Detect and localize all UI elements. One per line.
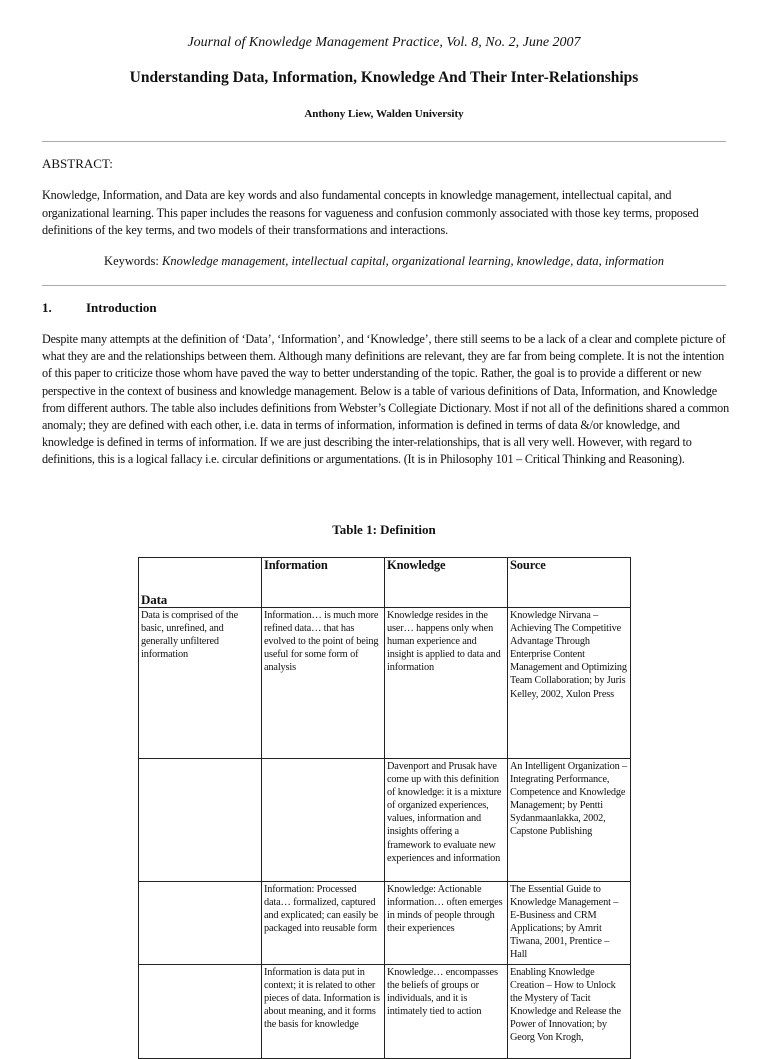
cell-knowledge: Knowledge: Actionable information… often emerges in minds of people through their experiences [385, 882, 508, 965]
cell-source: The Essential Guide to Knowledge Management – E-Business and CRM Applications; by Amrit Tiwana, 2001, Prentice – Hall [508, 882, 631, 965]
cell-information [262, 759, 385, 882]
cell-data [139, 882, 262, 965]
divider-top [42, 141, 726, 142]
header-information: Information [262, 558, 385, 608]
paper-title: Understanding Data, Information, Knowledge And Their Inter-Relationships [129, 69, 639, 86]
table-header-row [139, 558, 631, 608]
cell-information: Information… is much more refined data… that has evolved to the point of being useful for some form of analysis [262, 608, 385, 759]
header-knowledge: Knowledge [385, 558, 508, 608]
cell-source: An Intelligent Organization – Integrating Performance, Competence and Knowledge Management; by Pentti Sydanmaanlakka, 2002, Capstone Publishing [508, 759, 631, 882]
cell-data: Data is comprised of the basic, unrefined, and generally unfiltered information [139, 608, 262, 759]
cell-information: Information is data put in context; it is related to other pieces of data. Information is about meaning, and it forms the basis for knowledge [262, 964, 385, 1058]
table-row [139, 759, 631, 882]
table-caption: Table 1: Definition [332, 522, 436, 537]
cell-source: Enabling Knowledge Creation – How to Unlock the Mystery of Tacit Knowledge and Release the Power of Innovation; by Georg Von Krogh, [508, 964, 631, 1058]
cell-knowledge: Davenport and Prusak have come up with this definition of knowledge: it is a mixture of organized experiences, values, information and insights offering a framework to evaluate new experiences and information [385, 759, 508, 882]
keywords-line [0, 254, 768, 269]
definitions-table [138, 557, 631, 1059]
cell-information: Information: Processed data… formalized, captured and explicated; can easily be packaged into reusable form [262, 882, 385, 965]
introduction-paragraph: Despite many attempts at the definition of ‘Data’, ‘Information’, and ‘Knowledge’, there still seems to be a lack of a clear and complete picture of what they are and the relationships between them. Although many definitions are relevant, they are far from being complete. It is not the intention of this paper to criticize those whom have paved the way to better understanding of the topic. Rather, the goal is to provide a different or new perspective in the context of business and knowledge management. Below is a table of various definitions of Data, Information, and Knowledge from different authors. The table also includes definitions from Webster’s Collegiate Dictionary. Most if not all of the definitions shared a common anomaly; they are defined with each other, i.e. data in terms of information, information is defined in terms of data &/or knowledge, and knowledge is defined in terms of information. If we are just describing the inter-relationships, that is all very well. However, with regard to definitions, this is a logical fallacy i.e. circular definitions or argumentations. (It is in Philosophy 101 – Critical Thinking and Reasoning). [42, 332, 729, 467]
cell-source: Knowledge Nirvana – Achieving The Competitive Advantage Through Enterprise Content Management and Optimizing Team Collaboration; by Juris Kelley, 2002, Xulon Press [508, 608, 631, 759]
cell-data [139, 964, 262, 1058]
author-line: Anthony Liew, Walden University [304, 108, 464, 120]
section-title: Introduction [86, 300, 157, 315]
table-row [139, 882, 631, 965]
section-heading [42, 300, 157, 316]
section-number: 1. [42, 300, 52, 315]
cell-knowledge: Knowledge… encompasses the beliefs of groups or individuals, and it is intimately tied to action [385, 964, 508, 1058]
table-row [139, 608, 631, 759]
keywords-label: Keywords: [104, 254, 159, 268]
journal-header: Journal of Knowledge Management Practice, Vol. 8, No. 2, June 2007 [187, 35, 581, 50]
keywords-values: Knowledge management, intellectual capital, organizational learning, knowledge, data, information [162, 254, 664, 268]
abstract-text: Knowledge, Information, and Data are key words and also fundamental concepts in knowledge management, intellectual capital, and organizational learning. This paper includes the reasons for vagueness and confusion commonly associated with those key terms, proposed definitions of the key terms, and two models of their transformations and interactions. [42, 188, 699, 237]
header-data: Data [139, 558, 262, 608]
abstract-heading: ABSTRACT: [42, 156, 113, 171]
header-source: Source [508, 558, 631, 608]
cell-data [139, 759, 262, 882]
table-row [139, 964, 631, 1058]
divider-bottom [42, 285, 726, 286]
cell-knowledge: Knowledge resides in the user… happens only when human experience and insight is applied to data and information [385, 608, 508, 759]
